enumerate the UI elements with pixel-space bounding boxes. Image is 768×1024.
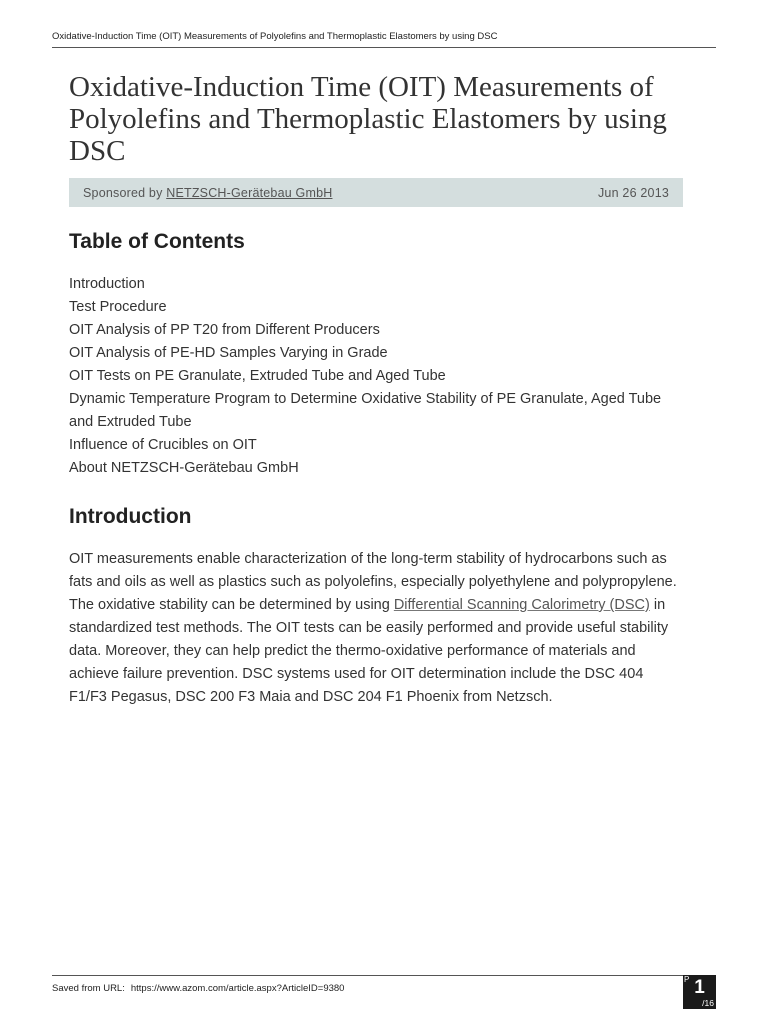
table-of-contents	[69, 273, 679, 480]
page-total: /16	[702, 998, 714, 1008]
sponsored-by-label: Sponsored by	[83, 185, 167, 200]
article-meta-bar	[69, 178, 683, 207]
toc-item-crucibles[interactable]: Influence of Crucibles on OIT	[69, 437, 257, 453]
toc-item-introduction[interactable]: Introduction	[69, 276, 145, 292]
source-url[interactable]: https://www.azom.com/article.aspx?ArticleID=9380	[130, 983, 345, 994]
introduction-paragraph	[69, 548, 683, 709]
page-letter: P	[684, 975, 690, 984]
toc-item-test-procedure[interactable]: Test Procedure	[69, 299, 167, 315]
page-number: 1	[694, 977, 705, 998]
sponsor-link[interactable]: NETZSCH-Gerätebau GmbH	[166, 185, 333, 200]
introduction-heading: Introduction	[69, 505, 192, 528]
page-indicator	[683, 975, 716, 1009]
publish-date: Jun 26 2013	[597, 185, 669, 200]
sponsor-line	[83, 186, 332, 200]
saved-from-label: Saved from URL:	[52, 983, 125, 994]
toc-item-oit-pe-granulate[interactable]: OIT Tests on PE Granulate, Extruded Tube and Aged Tube	[69, 368, 446, 384]
toc-item-oit-pp-t20[interactable]: OIT Analysis of PP T20 from Different Producers	[69, 322, 380, 338]
toc-item-oit-pe-hd[interactable]: OIT Analysis of PE-HD Samples Varying in Grade	[69, 345, 388, 361]
intro-text-after: in standardized test methods. The OIT tests can be easily performed and provide useful stability data. Moreover, they can help predict the thermo-oxidative performance of materials and achieve failure prevention. DSC systems used for OIT determination include the DSC 404 F1/F3 Pegasus, DSC 200 F3 Maia and DSC 204 F1 Phoenix from Netzsch.	[69, 597, 669, 705]
intro-text-before: OIT measurements enable characterization of the long-term stability of hydrocarbons such as fats and oils as well as plastics such as polyolefins, especially polyethylene and polypropylene. The oxidative stability can be determined by using	[69, 551, 677, 613]
toc-heading: Table of Contents	[69, 230, 245, 253]
article-title: Oxidative-Induction Time (OIT) Measurements of Polyolefins and Thermoplastic Elastomers by using DSC	[69, 71, 667, 167]
saved-from-url	[52, 983, 344, 994]
toc-item-about-netzsch[interactable]: About NETZSCH-Gerätebau GmbH	[69, 460, 299, 476]
toc-item-dynamic-temperature[interactable]: Dynamic Temperature Program to Determine Oxidative Stability of PE Granulate, Aged Tube and Extruded Tube	[69, 391, 662, 430]
dsc-link[interactable]: Differential Scanning Calorimetry (DSC)	[393, 597, 650, 613]
running-header: Oxidative-Induction Time (OIT) Measurements of Polyolefins and Thermoplastic Elastomers by using DSC	[52, 31, 498, 42]
header-rule	[52, 47, 716, 48]
footer-rule	[52, 975, 716, 976]
